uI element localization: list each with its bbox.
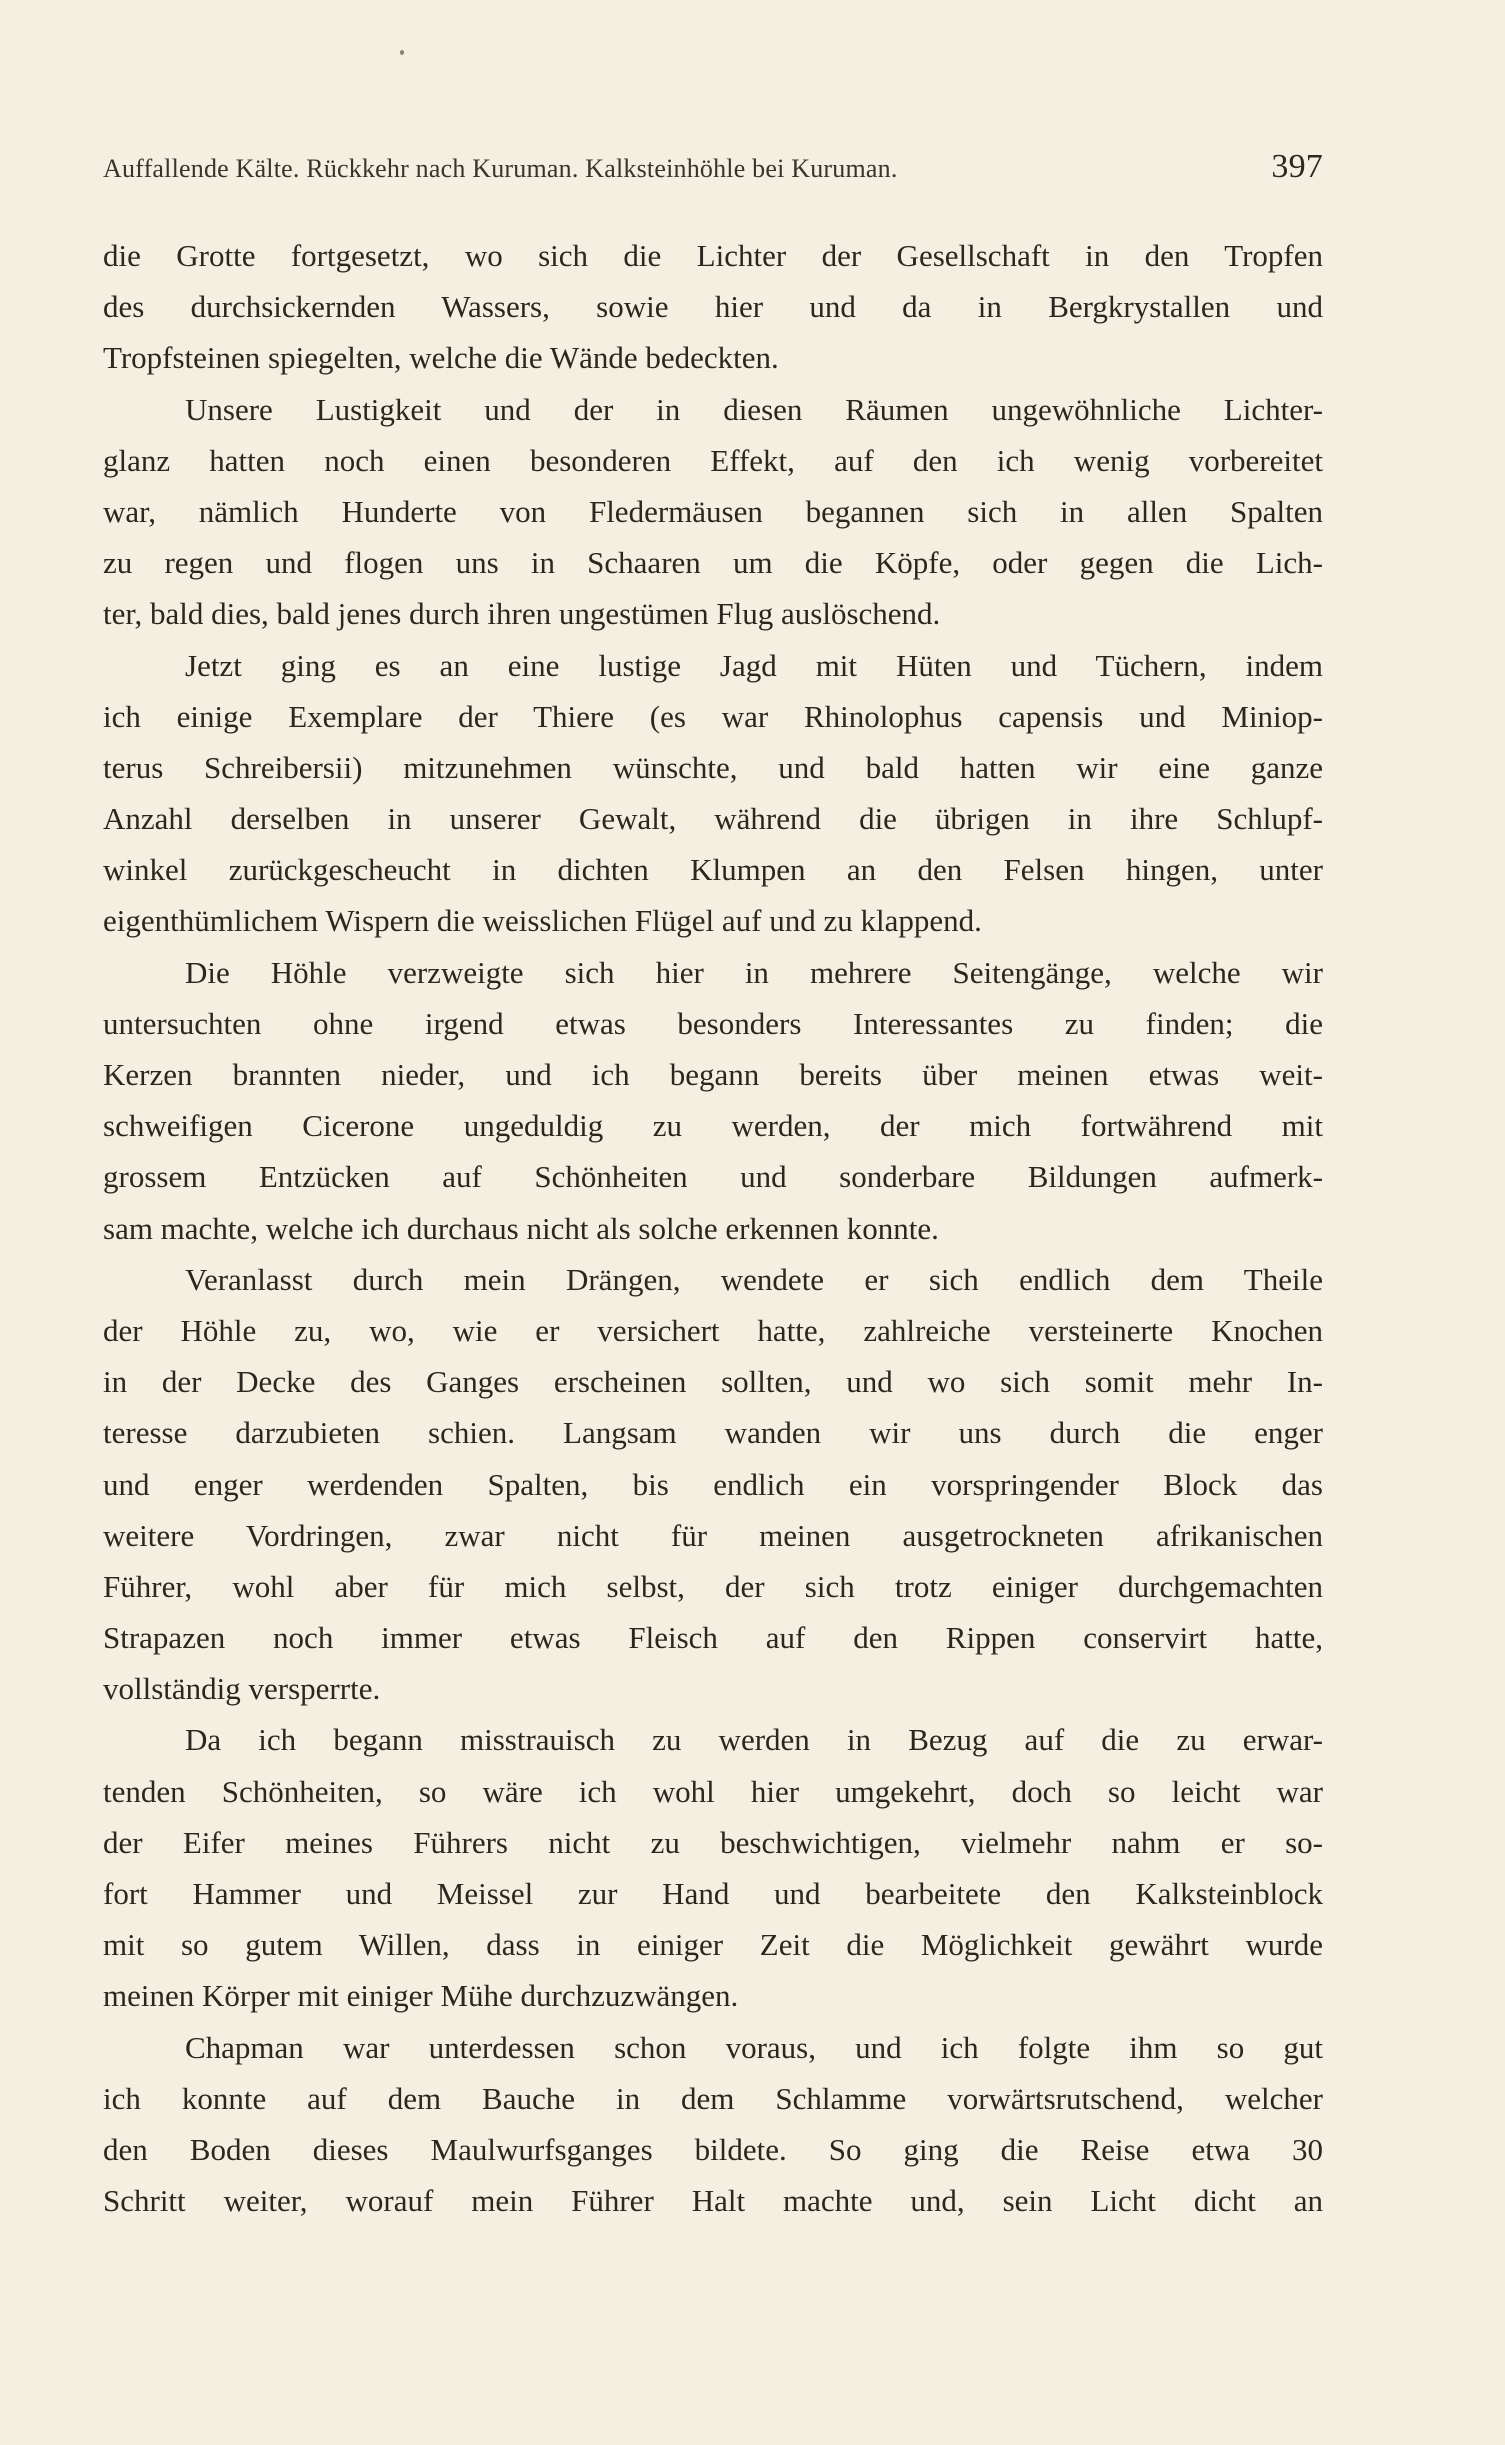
text-line: Führer, wohl aber für mich selbst, der sich trotz einiger durchgemachten [103,1568,1323,1604]
text-line: den Boden dieses Maulwurfsganges bildete. So ging die Reise etwa 30 [103,2131,1323,2167]
body-text [103,230,1323,2226]
page-header [103,148,1323,188]
text-line: der Eifer meines Führers nicht zu beschwichtigen, vielmehr nahm er so- [103,1824,1323,1860]
text-line: vollständig versperrte. [103,1671,381,1707]
text-line: glanz hatten noch einen besonderen Effekt, auf den ich wenig vorbereitet [103,442,1323,478]
text-line: Tropfsteinen spiegelten, welche die Wände bedeckten. [103,340,779,376]
text-line: Jetzt ging es an eine lustige Jagd mit Hüten und Tüchern, indem [185,647,1323,683]
text-line: terus Schreibersii) mitzunehmen wünschte, und bald hatten wir eine ganze [103,749,1323,785]
text-line: schweifigen Cicerone ungeduldig zu werden, der mich fortwährend mit [103,1108,1323,1144]
running-title: Auffallende Kälte. Rückkehr nach Kuruman. Kalksteinhöhle bei Kuruman. [103,154,898,183]
text-line: Da ich begann misstrauisch zu werden in Bezug auf die zu erwar- [185,1722,1323,1758]
text-line: war, nämlich Hunderte von Fledermäusen begannen sich in allen Spalten [103,493,1323,529]
text-line: untersuchten ohne irgend etwas besonders Interessantes zu finden; die [103,1005,1323,1041]
page-number: 397 [1271,148,1323,185]
text-line: winkel zurückgescheucht in dichten Klumpen an den Felsen hingen, unter [103,852,1323,888]
text-line: ter, bald dies, bald jenes durch ihren ungestümen Flug auslöschend. [103,596,941,632]
text-line: in der Decke des Ganges erscheinen sollten, und wo sich somit mehr In- [103,1364,1323,1400]
print-speck [400,50,404,55]
text-line: Strapazen noch immer etwas Fleisch auf den Rippen conservirt hatte, [103,1620,1323,1656]
text-line: Kerzen brannten nieder, und ich begann bereits über meinen etwas weit- [103,1057,1323,1092]
text-line: mit so gutem Willen, dass in einiger Zeit die Möglichkeit gewährt wurde [103,1927,1323,1963]
text-line: Chapman war unterdessen schon voraus, und ich folgte ihm so gut [185,2029,1323,2065]
text-line: teresse darzubieten schien. Langsam wanden wir uns durch die enger [103,1415,1323,1451]
text-line: und enger werdenden Spalten, bis endlich ein vorspringender Block das [103,1466,1323,1502]
text-line: sam machte, welche ich durchaus nicht als solche erkennen konnte. [103,1210,939,1246]
text-line: zu regen und flogen uns in Schaaren um die Köpfe, oder gegen die Lich- [103,545,1323,581]
text-line: meinen Körper mit einiger Mühe durchzuzwängen. [103,1978,739,2014]
text-line: Veranlasst durch mein Drängen, wendete er sich endlich dem Theile [185,1261,1323,1297]
text-line: ich einige Exemplare der Thiere (es war Rhinolophus capensis und Miniop- [103,698,1323,734]
text-line: grossem Entzücken auf Schönheiten und sonderbare Bildungen aufmerk- [103,1159,1323,1195]
text-line: fort Hammer und Meissel zur Hand und bearbeitete den Kalksteinblock [103,1876,1323,1911]
text-line: Schritt weiter, worauf mein Führer Halt machte und, sein Licht dicht an [103,2183,1323,2219]
text-line: des durchsickernden Wassers, sowie hier und da in Bergkrystallen und [103,289,1323,325]
text-line: ich konnte auf dem Bauche in dem Schlamme vorwärtsrutschend, welcher [103,2080,1323,2116]
text-line: die Grotte fortgesetzt, wo sich die Lichter der Gesellschaft in den Tropfen [103,238,1323,273]
text-line: Anzahl derselben in unserer Gewalt, während die übrigen in ihre Schlupf- [103,801,1323,837]
text-line: der Höhle zu, wo, wie er versichert hatte, zahlreiche versteinerte Knochen [103,1312,1323,1348]
text-line: Die Höhle verzweigte sich hier in mehrere Seitengänge, welche wir [185,954,1323,990]
text-line: eigenthümlichem Wispern die weisslichen Flügel auf und zu klappend. [103,903,982,939]
text-line: Unsere Lustigkeit und der in diesen Räumen ungewöhnliche Lichter- [185,391,1323,427]
text-line: weitere Vordringen, zwar nicht für meinen ausgetrockneten afrikanischen [103,1517,1323,1553]
text-line: tenden Schönheiten, so wäre ich wohl hier umgekehrt, doch so leicht war [103,1773,1323,1809]
